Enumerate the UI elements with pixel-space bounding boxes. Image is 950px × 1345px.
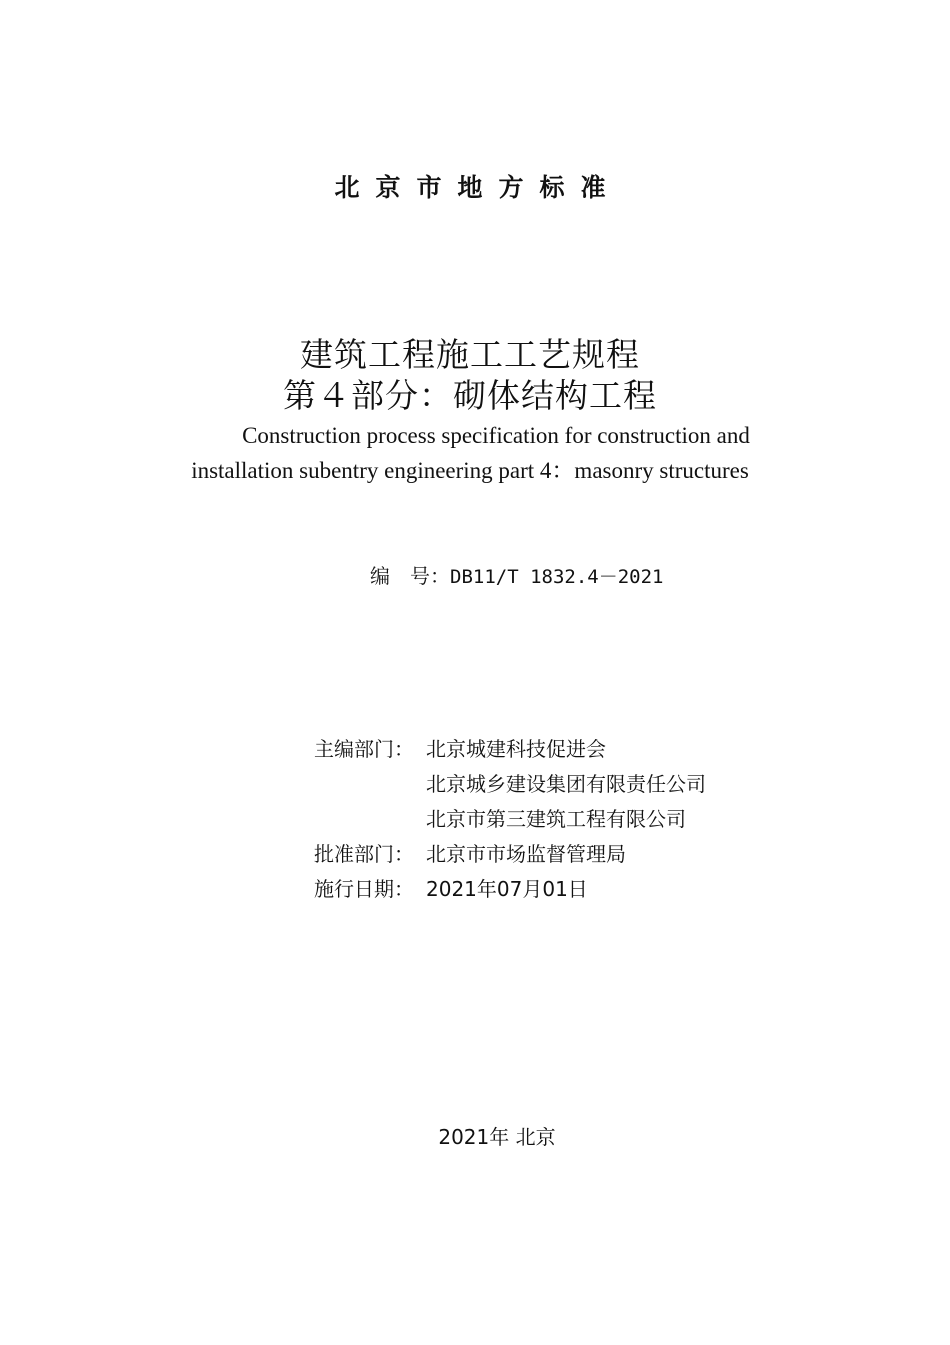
effective-date-value: 2021年07月01日 — [426, 877, 588, 901]
editor-item: 北京市第三建筑工程有限公司 — [426, 807, 686, 831]
title-cn-line2: 第４部分：砌体结构工程 — [283, 376, 657, 415]
publication-footer: 2021年 北京 — [438, 1125, 556, 1149]
standard-type-heading: 北京市地方标准 — [334, 173, 622, 202]
editor-list — [426, 732, 706, 837]
effective-date-label: 施行日期： — [314, 877, 414, 901]
standard-number — [370, 560, 663, 589]
title-block — [0, 334, 940, 488]
approver-label: 批准部门： — [314, 842, 414, 866]
editor-item: 北京城乡建设集团有限责任公司 — [426, 772, 706, 796]
approver-value: 北京市市场监督管理局 — [426, 842, 626, 866]
editor-item: 北京城建科技促进会 — [426, 737, 606, 761]
publication-info — [314, 732, 706, 907]
title-cn-line1: 建筑工程施工工艺规程 — [300, 335, 640, 374]
title-en-line1: Construction process specification for construction and — [242, 423, 750, 448]
title-en — [0, 418, 940, 488]
editor-row — [314, 732, 706, 837]
approver-row — [314, 837, 706, 872]
editor-label: 主编部门： — [314, 737, 414, 761]
standard-number-value: DB11/T 1832.4－2021 — [450, 566, 664, 588]
effective-date-row — [314, 872, 706, 907]
title-en-line2: installation subentry engineering part 4：masonry structures — [191, 458, 749, 483]
standard-number-label: 编 号： — [370, 564, 450, 588]
